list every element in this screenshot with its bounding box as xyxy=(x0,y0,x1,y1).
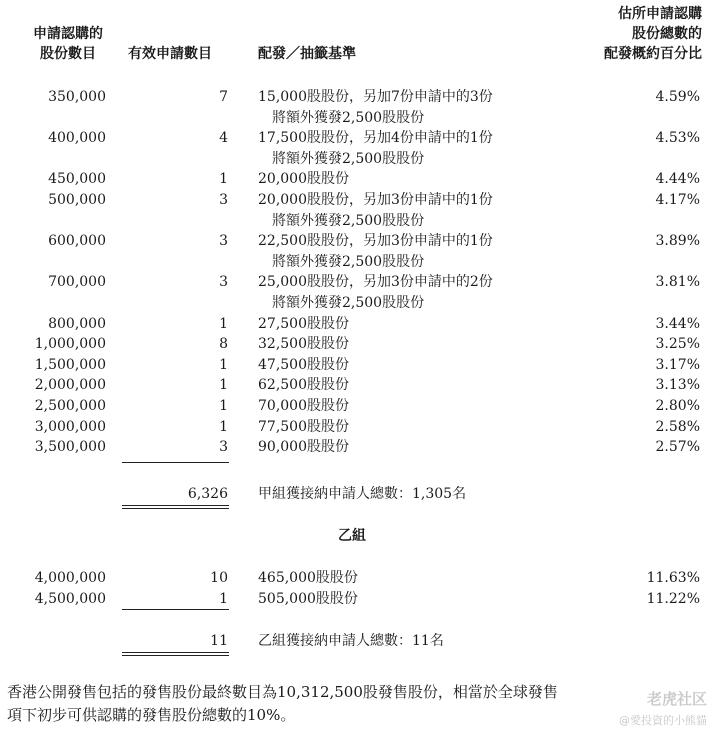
group-b-total-count: 11 xyxy=(210,633,228,649)
header-approx-pct xyxy=(560,4,702,64)
header-pct-line: 股份總數的 xyxy=(632,26,702,42)
shares-applied-cell: 1,000,000 xyxy=(34,336,106,353)
basis-line: 20,000股股份 xyxy=(258,171,349,188)
shares-applied-cell: 500,000 xyxy=(48,192,106,208)
valid-applications-cell: 8 xyxy=(219,336,228,353)
group-a-double-rule xyxy=(122,508,229,509)
basis-line: 27,500股股份 xyxy=(258,315,349,332)
shares-applied-cell: 800,000 xyxy=(48,315,106,332)
shares-applied-cell: 3,500,000 xyxy=(34,439,106,456)
percentage-cell: 2.57% xyxy=(655,439,700,456)
basis-line: 將額外獲發2,500股股份 xyxy=(272,212,425,229)
percentage-cell: 3.25% xyxy=(655,336,700,353)
basis-line: 20,000股股份，另加3份申請中的1份 xyxy=(258,192,493,208)
basis-line: 90,000股股份 xyxy=(258,439,349,456)
percentage-cell: 11.63% xyxy=(646,570,700,586)
basis-line: 505,000股股份 xyxy=(258,590,358,607)
percentage-cell: 2.80% xyxy=(655,398,700,414)
percentage-cell: 3.89% xyxy=(655,233,700,250)
header-basis: 配發／抽籤基準 xyxy=(258,46,356,62)
group-b-double-rule xyxy=(122,652,229,653)
percentage-cell: 4.59% xyxy=(655,89,700,105)
percentage-cell: 3.17% xyxy=(655,356,700,373)
percentage-cell: 3.81% xyxy=(655,274,700,291)
header-shares-line: 股份數目 xyxy=(40,46,96,62)
shares-applied-cell: 450,000 xyxy=(48,171,106,188)
basis-line: 70,000股股份 xyxy=(258,398,349,414)
shares-applied-cell: 350,000 xyxy=(48,89,106,105)
header-pct-line: 估所申請認購 xyxy=(618,6,702,22)
valid-applications-cell: 4 xyxy=(219,130,228,147)
footer-note-line: 項下初步可供認購的發售股份總數的10%。 xyxy=(7,706,296,724)
header-valid-applications: 有效申請數目 xyxy=(128,46,212,62)
valid-applications-cell: 1 xyxy=(219,398,228,414)
group-a-subtotal-rule xyxy=(122,462,229,463)
basis-line: 32,500股股份 xyxy=(258,336,349,353)
group-b-double-rule xyxy=(122,655,229,656)
header-shares-applied xyxy=(28,24,108,64)
group-a-total-label: 甲組獲接納申請人總數：1,305名 xyxy=(258,486,467,502)
valid-applications-cell: 3 xyxy=(219,274,228,291)
basis-line: 將額外獲發2,500股股份 xyxy=(272,253,425,270)
group-b-title: 乙組 xyxy=(338,528,366,544)
percentage-cell: 3.13% xyxy=(655,377,700,394)
group-a-double-rule xyxy=(122,505,229,506)
watermark-handle: @愛投資的小熊貓 xyxy=(619,714,707,727)
valid-applications-cell: 3 xyxy=(219,233,228,250)
basis-line: 47,500股股份 xyxy=(258,356,349,373)
watermark-logo: 老虎社区 xyxy=(646,690,707,708)
shares-applied-cell: 4,500,000 xyxy=(34,590,106,607)
group-b-total-label: 乙組獲接納申請人總數：11名 xyxy=(258,633,444,649)
basis-line: 62,500股股份 xyxy=(258,377,349,394)
basis-line: 25,000股股份，另加3份申請中的2份 xyxy=(258,274,493,291)
shares-applied-cell: 600,000 xyxy=(48,233,106,250)
shares-applied-cell: 1,500,000 xyxy=(34,356,106,373)
percentage-cell: 2.58% xyxy=(655,418,700,435)
valid-applications-cell: 3 xyxy=(219,439,228,456)
basis-line: 77,500股股份 xyxy=(258,418,349,435)
header-pct-line: 配發概約百分比 xyxy=(604,46,702,62)
header-shares-line: 申請認購的 xyxy=(33,26,103,42)
shares-applied-cell: 3,000,000 xyxy=(34,418,106,435)
percentage-cell: 4.44% xyxy=(655,171,700,188)
shares-applied-cell: 2,000,000 xyxy=(34,377,106,394)
shares-applied-cell: 4,000,000 xyxy=(34,570,106,586)
percentage-cell: 4.53% xyxy=(655,130,700,147)
basis-line: 將額外獲發2,500股股份 xyxy=(272,150,425,167)
valid-applications-cell: 1 xyxy=(219,590,228,607)
shares-applied-cell: 2,500,000 xyxy=(34,398,106,414)
group-a-total-count: 6,326 xyxy=(187,486,228,502)
valid-applications-cell: 1 xyxy=(219,171,228,188)
valid-applications-cell: 7 xyxy=(219,89,228,105)
basis-line: 17,500股股份，另加4份申請中的1份 xyxy=(258,130,493,147)
basis-line: 22,500股股份，另加3份申請中的1份 xyxy=(258,233,493,250)
valid-applications-cell: 1 xyxy=(219,356,228,373)
basis-line: 465,000股股份 xyxy=(258,570,358,586)
percentage-cell: 4.17% xyxy=(655,192,700,208)
valid-applications-cell: 1 xyxy=(219,418,228,435)
percentage-cell: 11.22% xyxy=(646,590,700,607)
group-b-subtotal-rule xyxy=(122,609,229,610)
basis-line: 將額外獲發2,500股股份 xyxy=(272,295,425,311)
basis-line: 將額外獲發2,500股股份 xyxy=(272,109,425,126)
valid-applications-cell: 10 xyxy=(210,570,228,586)
footer-note-line: 香港公開發售包括的發售股份最終數目為10,312,500股發售股份，相當於全球發售 xyxy=(7,683,558,701)
shares-applied-cell: 400,000 xyxy=(48,130,106,147)
basis-line: 15,000股股份，另加7份申請中的3份 xyxy=(258,89,493,105)
valid-applications-cell: 1 xyxy=(219,315,228,332)
shares-applied-cell: 700,000 xyxy=(48,274,106,291)
valid-applications-cell: 3 xyxy=(219,192,228,208)
percentage-cell: 3.44% xyxy=(655,315,700,332)
valid-applications-cell: 1 xyxy=(219,377,228,394)
